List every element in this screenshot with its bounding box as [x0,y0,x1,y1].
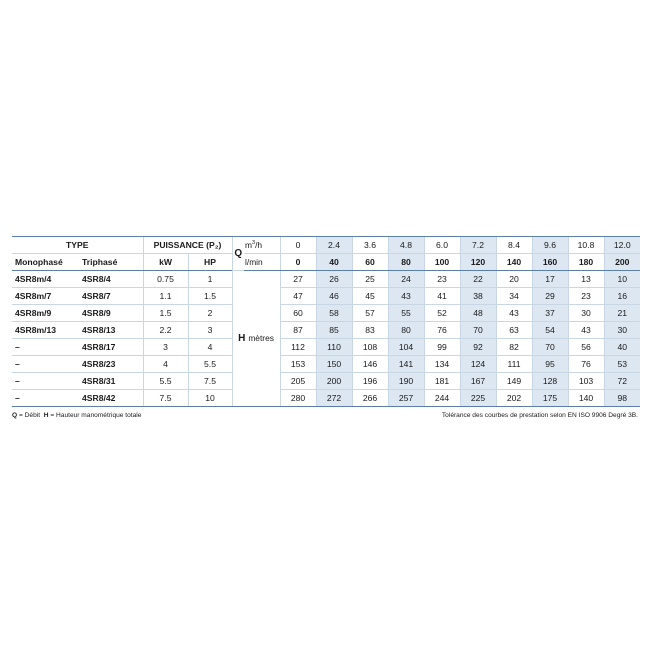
flow-lmin-cell: 100 [424,254,460,271]
head-value-cell: 225 [460,390,496,407]
head-value-cell: 181 [424,373,460,390]
table-row [12,339,640,356]
head-value-cell: 112 [280,339,316,356]
head-value-cell: 76 [568,356,604,373]
head-value-cell: 196 [352,373,388,390]
hp-cell: 1.5 [188,288,232,305]
head-value-cell: 57 [352,305,388,322]
kw-cell: 1.1 [143,288,188,305]
table-footer [12,412,638,419]
head-value-cell: 30 [568,305,604,322]
hp-cell: 5.5 [188,356,232,373]
triphase-type-cell: 4SR8/31 [79,373,143,390]
head-value-cell: 21 [604,305,640,322]
head-value-cell: 29 [532,288,568,305]
kw-cell: 5.5 [143,373,188,390]
head-value-cell: 104 [388,339,424,356]
head-value-cell: 244 [424,390,460,407]
head-value-cell: 40 [604,339,640,356]
flow-m3h-cell: 2.4 [316,237,352,254]
head-value-cell: 140 [568,390,604,407]
head-value-cell: 43 [496,305,532,322]
head-value-cell: 41 [424,288,460,305]
head-value-cell: 70 [460,322,496,339]
kw-cell: 4 [143,356,188,373]
monophase-header: Monophasé [12,254,79,271]
table-row [12,356,640,373]
triphase-type-cell: 4SR8/23 [79,356,143,373]
flow-m3h-cell: 4.8 [388,237,424,254]
monophase-type-cell: – [12,356,79,373]
head-value-cell: 153 [280,356,316,373]
h-symbol: H [238,333,246,344]
triphase-type-cell: 4SR8/17 [79,339,143,356]
flow-lmin-cell: 60 [352,254,388,271]
hp-cell: 4 [188,339,232,356]
flow-m3h-cell: 6.0 [424,237,460,254]
head-value-cell: 56 [568,339,604,356]
head-value-cell: 85 [316,322,352,339]
puissance-header: PUISSANCE (P₂) [143,237,232,254]
head-value-cell: 24 [388,271,424,288]
flow-lmin-cell: 120 [460,254,496,271]
head-value-cell: 124 [460,356,496,373]
head-value-cell: 10 [604,271,640,288]
h-metres-label [232,271,280,407]
flow-m3h-cell: 0 [280,237,316,254]
flow-lmin-cell: 200 [604,254,640,271]
head-value-cell: 34 [496,288,532,305]
flow-lmin-cell: 160 [532,254,568,271]
head-value-cell: 95 [532,356,568,373]
head-value-cell: 52 [424,305,460,322]
monophase-type-cell: – [12,373,79,390]
flow-m3h-cell: 10.8 [568,237,604,254]
flow-lmin-cell: 140 [496,254,532,271]
head-value-cell: 108 [352,339,388,356]
triphase-header: Triphasé [79,254,143,271]
kw-cell: 0.75 [143,271,188,288]
head-value-cell: 60 [280,305,316,322]
head-value-cell: 205 [280,373,316,390]
table-row [12,390,640,407]
table-row [12,288,640,305]
head-value-cell: 103 [568,373,604,390]
monophase-type-cell: 4SR8m/7 [12,288,79,305]
type-header: TYPE [12,237,143,254]
flow-m3h-cell: 9.6 [532,237,568,254]
head-value-cell: 23 [424,271,460,288]
head-value-cell: 80 [388,322,424,339]
head-value-cell: 190 [388,373,424,390]
flow-lmin-cell: 180 [568,254,604,271]
hp-cell: 10 [188,390,232,407]
kw-header: kW [143,254,188,271]
header-row-flow-lmin [12,254,640,271]
tolerance-note: Tolérance des courbes de prestation selon EN ISO 9906 Degré 3B. [441,412,638,419]
head-value-cell: 48 [460,305,496,322]
head-value-cell: 47 [280,288,316,305]
head-value-cell: 83 [352,322,388,339]
head-value-cell: 280 [280,390,316,407]
monophase-type-cell: – [12,390,79,407]
head-value-cell: 22 [460,271,496,288]
table-row [12,271,640,288]
head-value-cell: 53 [604,356,640,373]
triphase-type-cell: 4SR8/4 [79,271,143,288]
head-value-cell: 17 [532,271,568,288]
head-value-cell: 63 [496,322,532,339]
head-value-cell: 266 [352,390,388,407]
head-value-cell: 110 [316,339,352,356]
hp-cell: 1 [188,271,232,288]
head-value-cell: 23 [568,288,604,305]
legend-note: Q = Débit H = Hauteur manométrique totale [12,412,142,419]
head-value-cell: 150 [316,356,352,373]
kw-cell: 2.2 [143,322,188,339]
head-value-cell: 99 [424,339,460,356]
head-value-cell: 43 [388,288,424,305]
pump-performance-table-container [12,236,638,419]
head-value-cell: 37 [532,305,568,322]
head-value-cell: 167 [460,373,496,390]
pump-performance-table [12,236,640,407]
head-value-cell: 87 [280,322,316,339]
monophase-type-cell: 4SR8m/9 [12,305,79,322]
head-value-cell: 272 [316,390,352,407]
q-unit-m3h: $m^3/h$ [244,237,280,254]
q-unit-lmin: l/min [244,254,280,271]
flow-m3h-cell: 3.6 [352,237,388,254]
head-value-cell: 200 [316,373,352,390]
monophase-type-cell: 4SR8m/13 [12,322,79,339]
head-value-cell: 45 [352,288,388,305]
head-value-cell: 30 [604,322,640,339]
head-value-cell: 38 [460,288,496,305]
head-value-cell: 16 [604,288,640,305]
head-value-cell: 46 [316,288,352,305]
flow-m3h-cell: 7.2 [460,237,496,254]
head-value-cell: 92 [460,339,496,356]
flow-m3h-cell: 8.4 [496,237,532,254]
head-value-cell: 58 [316,305,352,322]
hp-cell: 3 [188,322,232,339]
hp-cell: 2 [188,305,232,322]
head-value-cell: 149 [496,373,532,390]
header-row-flow-m3h [12,237,640,254]
head-value-cell: 175 [532,390,568,407]
q-symbol: Q [232,237,244,271]
hp-header: HP [188,254,232,271]
table-row [12,322,640,339]
monophase-type-cell: – [12,339,79,356]
head-value-cell: 111 [496,356,532,373]
table-row [12,373,640,390]
kw-cell: 7.5 [143,390,188,407]
kw-cell: 3 [143,339,188,356]
hp-cell: 7.5 [188,373,232,390]
head-value-cell: 26 [316,271,352,288]
triphase-type-cell: 4SR8/9 [79,305,143,322]
head-value-cell: 55 [388,305,424,322]
head-value-cell: 43 [568,322,604,339]
head-value-cell: 70 [532,339,568,356]
triphase-type-cell: 4SR8/42 [79,390,143,407]
head-value-cell: 146 [352,356,388,373]
table-row [12,305,640,322]
head-value-cell: 25 [352,271,388,288]
head-value-cell: 141 [388,356,424,373]
flow-lmin-cell: 40 [316,254,352,271]
head-value-cell: 54 [532,322,568,339]
kw-cell: 1.5 [143,305,188,322]
head-value-cell: 128 [532,373,568,390]
head-value-cell: 257 [388,390,424,407]
head-value-cell: 27 [280,271,316,288]
head-value-cell: 20 [496,271,532,288]
flow-lmin-cell: 0 [280,254,316,271]
flow-m3h-cell: 12.0 [604,237,640,254]
monophase-type-cell: 4SR8m/4 [12,271,79,288]
triphase-type-cell: 4SR8/13 [79,322,143,339]
head-value-cell: 72 [604,373,640,390]
flow-lmin-cell: 80 [388,254,424,271]
head-value-cell: 98 [604,390,640,407]
head-value-cell: 13 [568,271,604,288]
head-value-cell: 134 [424,356,460,373]
triphase-type-cell: 4SR8/7 [79,288,143,305]
head-value-cell: 76 [424,322,460,339]
head-value-cell: 82 [496,339,532,356]
h-unit: mètres [248,333,274,343]
head-value-cell: 202 [496,390,532,407]
